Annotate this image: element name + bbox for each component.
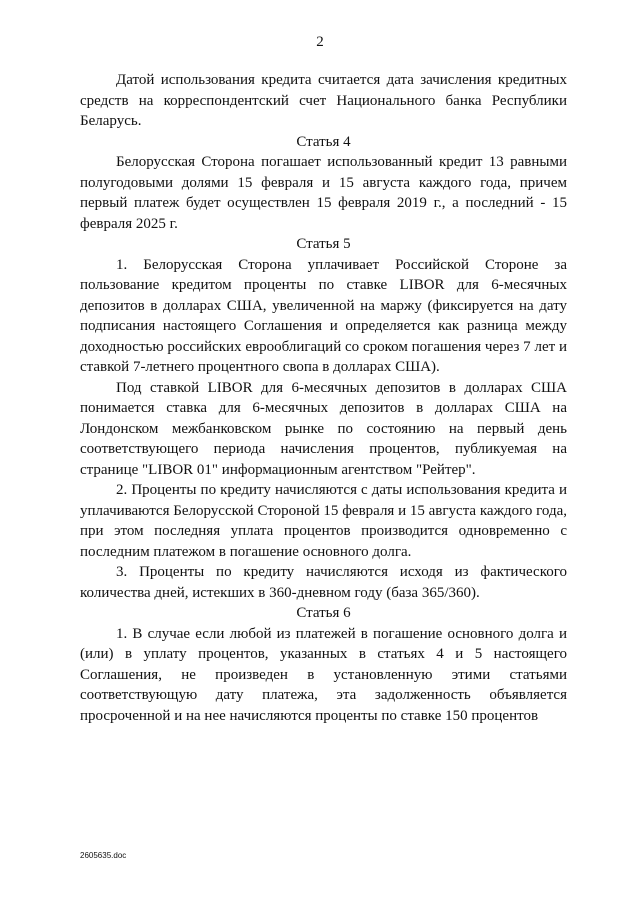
page-number: 2 — [316, 34, 324, 50]
intro-paragraph: Датой использования кредита считается дата зачисления кредитных средств на корреспондентский счет Национального банка Республики Беларусь. — [80, 72, 567, 129]
article-6-heading: Статья 6 — [296, 605, 351, 621]
article-4-heading: Статья 4 — [296, 133, 351, 150]
article-5-heading: Статья 5 — [296, 236, 351, 252]
article-5-paragraph-2: Под ставкой LIBOR для 6-месячных депозитов в долларах США понимается ставка для 6-месячных депозитов в долларах США на Лондонском межбанковском рынке по состоянию на первый день соответствующего периода начисления процентов, публикуемая на странице "LIBOR 01" информационным агентством "Рейтер". — [80, 379, 567, 478]
article-5-paragraph-1: 1. Белорусская Сторона уплачивает Российской Стороне за пользование кредитом проценты по ставке LIBOR для 6-месячных депозитов в долларах США, увеличенной на маржу (фиксируется на дату подписания настоящего Соглашения и определяется как разница между доходностью российских еврооблигаций со сроком погашения через 7 лет и ставкой 7-летнего процентного свопа в долларах США). — [80, 256, 567, 375]
article-5-paragraph-4: 3. Проценты по кредиту начисляются исходя из фактического количества дней, истекших в 360-дневном году (база 365/360). — [80, 564, 567, 601]
article-6-paragraph-1: 1. В случае если любой из платежей в погашение основного долга и (или) в уплату процентов, указанных в статьях 4 и 5 настоящего Соглашения, не произведен в установленную этими статьями соответствующую дату платежа, эта задолженность объявляется просроченной и на нее начисляются проценты по ставке 150 процентов — [80, 625, 567, 724]
document-body — [80, 70, 567, 726]
article-5-paragraph-3: 2. Проценты по кредиту начисляются с даты использования кредита и уплачиваются Белорусской Стороной 15 февраля и 15 августа каждого года, при этом последняя уплата процентов производится одновременно с последним платежом в погашение основного долга. — [80, 482, 567, 560]
article-4-paragraph: Белорусская Сторона погашает использованный кредит 13 равными полугодовыми долями 15 февраля и 15 августа каждого года, причем первый платеж будет осуществлен 15 февраля 2019 г., а последний - 15 февраля 2025 г. — [80, 154, 567, 232]
document-filename: 2605635.doc — [80, 851, 127, 860]
